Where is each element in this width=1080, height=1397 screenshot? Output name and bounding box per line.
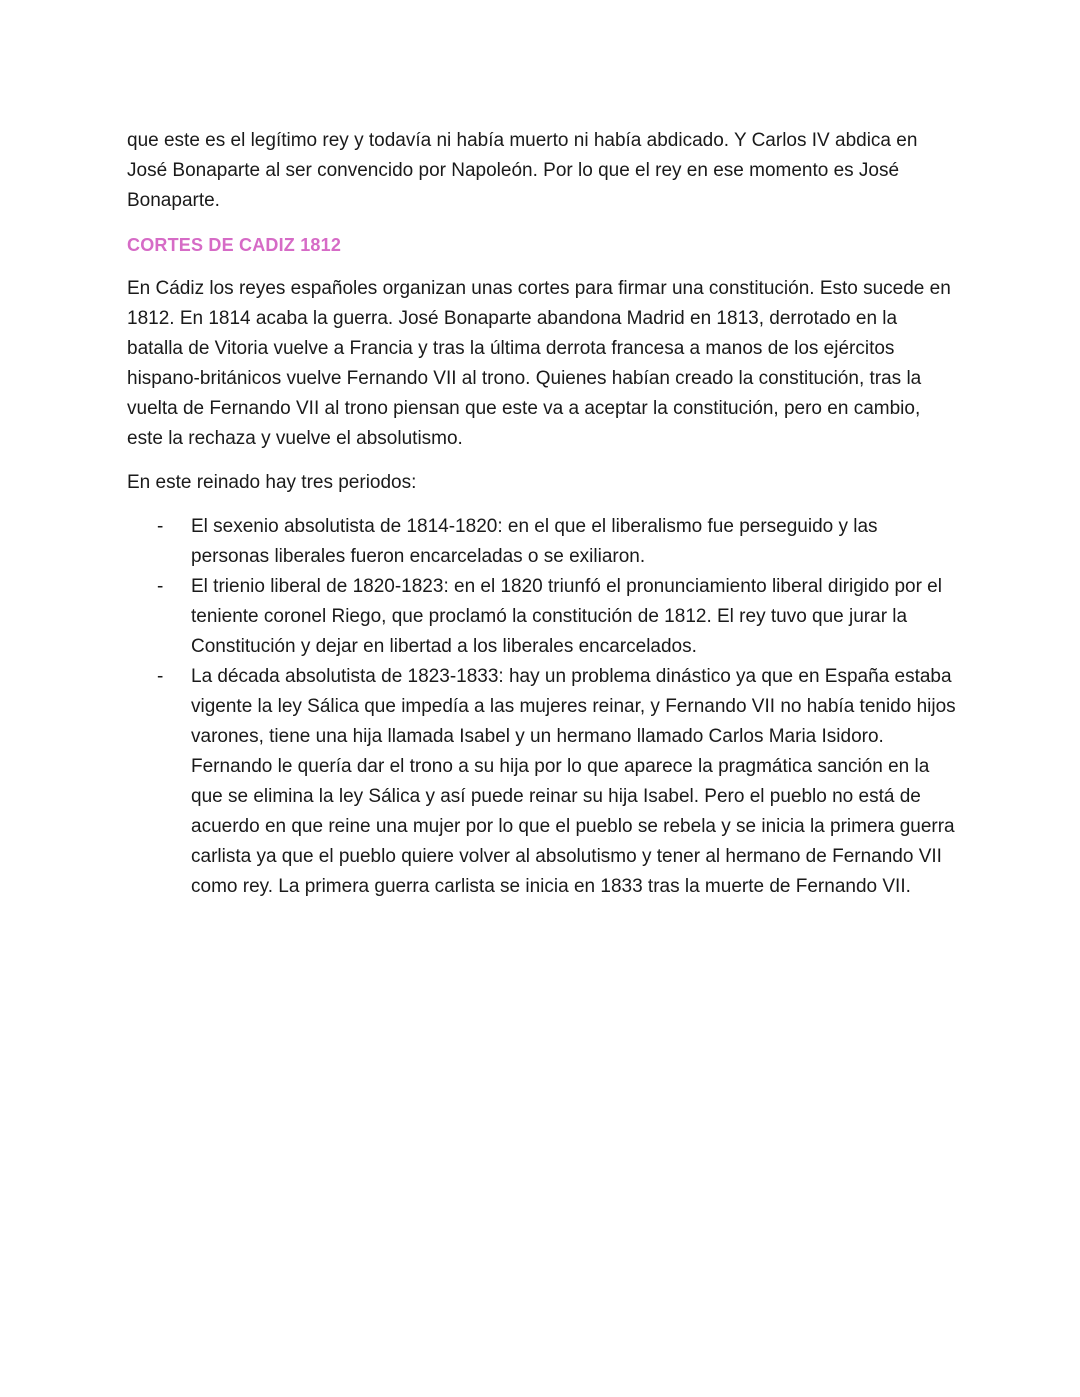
section-heading: CORTES DE CADIZ 1812 [127,235,342,255]
list-bullet: - [157,666,164,687]
section-paragraph-2: En este reinado hay tres periodos: [127,472,417,493]
periods-list [127,512,957,902]
list-item-text: La década absolutista de 1823-1833: hay un problema dinástico ya que en España estaba vigente la ley Sálica que impedía a las mujeres reinar, y Fernando VII no había tenido hijos varones, tiene una hija llamada Isabel y un hermano llamado Carlos Maria Isidoro. Fernando le quería dar el trono a su hija por lo que aparece la pragmática sanción en la que se elimina la ley Sálica y así puede reinar su hija Isabel. Pero el pueblo no está de acuerdo en que reine una mujer por lo que el pueblo se rebela y se inicia la primera guerra carlista ya que el pueblo quiere volver al absolutismo y tener al hermano de Fernando VII como rey. La primera guerra carlista se inicia en 1833 tras la muerte de Fernando VII. [191,666,956,897]
list-item-text: El trienio liberal de 1820-1823: en el 1820 triunfó el pronunciamiento liberal dirigido por el teniente coronel Riego, que proclamó la constitución de 1812. El rey tuvo que jurar la Constitución y dejar en libertad a los liberales encarcelados. [191,576,942,657]
intro-paragraph: que este es el legítimo rey y todavía ni había muerto ni había abdicado. Y Carlos IV abdica en José Bonaparte al ser convencido por Napoleón. Por lo que el rey en ese momento es José Bonaparte. [127,130,918,211]
list-bullet: - [157,516,164,537]
list-item-text: El sexenio absolutista de 1814-1820: en el que el liberalismo fue perseguido y las personas liberales fueron encarceladas o se exiliaron. [191,516,878,567]
list-item [127,572,957,662]
list-bullet: - [157,576,164,597]
document-page [127,126,957,902]
section-paragraph-1: En Cádiz los reyes españoles organizan unas cortes para firmar una constitución. Esto sucede en 1812. En 1814 acaba la guerra. José Bonaparte abandona Madrid en 1813, derrotado en la batalla de Vitoria vuelve a Francia y tras la última derrota francesa a manos de los ejércitos hispano-británicos vuelve Fernando VII al trono. Quienes habían creado la constitución, tras la vuelta de Fernando VII al trono piensan que este va a aceptar la constitución, pero en cambio, este la rechaza y vuelve el absolutismo. [127,278,951,449]
list-item [127,512,957,572]
list-item [127,662,957,902]
